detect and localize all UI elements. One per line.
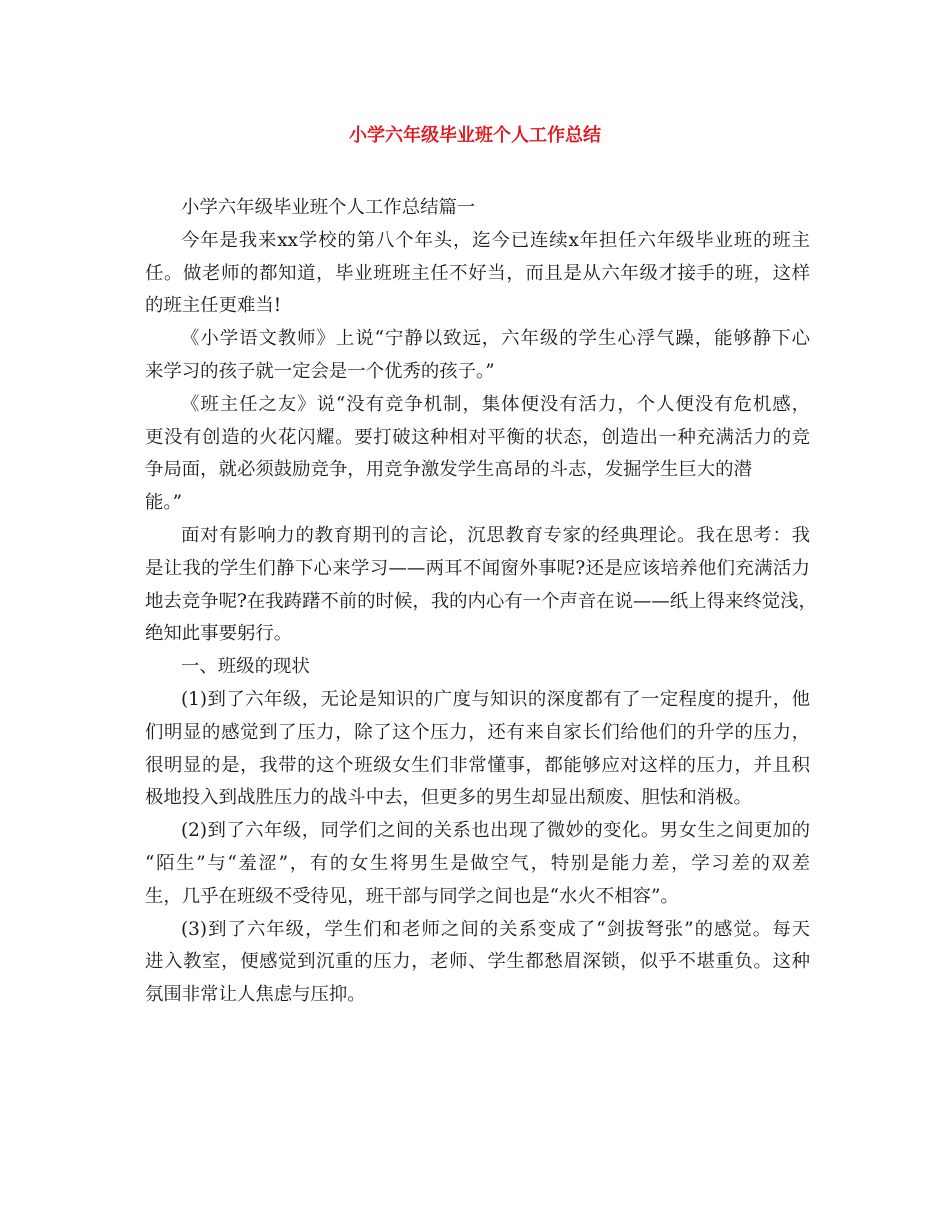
body-line: 能。” xyxy=(145,492,182,514)
body-line: 们明显的感觉到了压力，除了这个压力，还有来自家长们给他们的升学的压力， xyxy=(145,721,810,743)
body-line: 的班主任更难当! xyxy=(145,295,282,317)
body-line: 面对有影响力的教育期刊的言论，沉思教育专家的经典理论。我在思考：我 xyxy=(181,524,810,546)
body-line: (2)到了六年级，同学们之间的关系也出现了微妙的变化。男女生之间更加的 xyxy=(181,820,810,842)
body-line: (3)到了六年级，学生们和老师之间的关系变成了“剑拔弩张”的感觉。每天 xyxy=(181,918,810,940)
document-title: 小学六年级毕业班个人工作总结 xyxy=(349,125,601,146)
document-body xyxy=(145,196,817,1016)
body-line: 生，几乎在班级不受待见，班干部与同学之间也是“水火不相容”。 xyxy=(145,885,679,907)
body-line: 进入教室，便感觉到沉重的压力，老师、学生都愁眉深锁，似乎不堪重负。这种 xyxy=(145,951,810,973)
body-line: 任。做老师的都知道，毕业班班主任不好当，而且是从六年级才接手的班，这样 xyxy=(145,262,810,284)
body-line: 绝知此事要躬行。 xyxy=(145,623,293,645)
body-line: 来学习的孩子就一定会是一个优秀的孩子。” xyxy=(145,360,495,382)
body-line: 争局面，就必须鼓励竞争，用竞争激发学生高昂的斗志，发掘学生巨大的潜 xyxy=(145,459,752,481)
body-line: 很明显的是，我带的这个班级女生们非常懂事，都能够应对这样的压力，并且积 xyxy=(145,754,810,776)
body-line: 今年是我来xx学校的第八个年头，迄今已连续x年担任六年级毕业班的班主 xyxy=(181,229,810,251)
body-line: “陌生”与“羞涩”，有的女生将男生是做空气，特别是能力差，学习差的双差 xyxy=(145,852,810,874)
body-line: 小学六年级毕业班个人工作总结篇一 xyxy=(181,197,476,218)
body-line: 氛围非常让人焦虑与压抑。 xyxy=(145,984,366,1006)
body-line: 极地投入到战胜压力的战斗中去，但更多的男生却显出颓废、胆怯和消极。 xyxy=(145,787,752,809)
body-line: 《小学语文教师》上说“宁静以致远，六年级的学生心浮气躁，能够静下心 xyxy=(181,328,810,350)
body-line: (1)到了六年级，无论是知识的广度与知识的深度都有了一定程度的提升，他 xyxy=(181,688,810,710)
body-line: 一、班级的现状 xyxy=(181,656,310,678)
body-line: 更没有创造的火花闪耀。要打破这种相对平衡的状态，创造出一种充满活力的竞 xyxy=(145,426,810,448)
body-line: 地去竞争呢?在我踌躇不前的时候，我的内心有一个声音在说——纸上得来终觉浅， xyxy=(145,590,817,612)
body-line: 《班主任之友》说“没有竞争机制，集体便没有活力，个人便没有危机感， xyxy=(181,393,810,415)
body-line: 是让我的学生们静下心来学习——两耳不闻窗外事呢?还是应该培养他们充满活力 xyxy=(145,557,810,579)
